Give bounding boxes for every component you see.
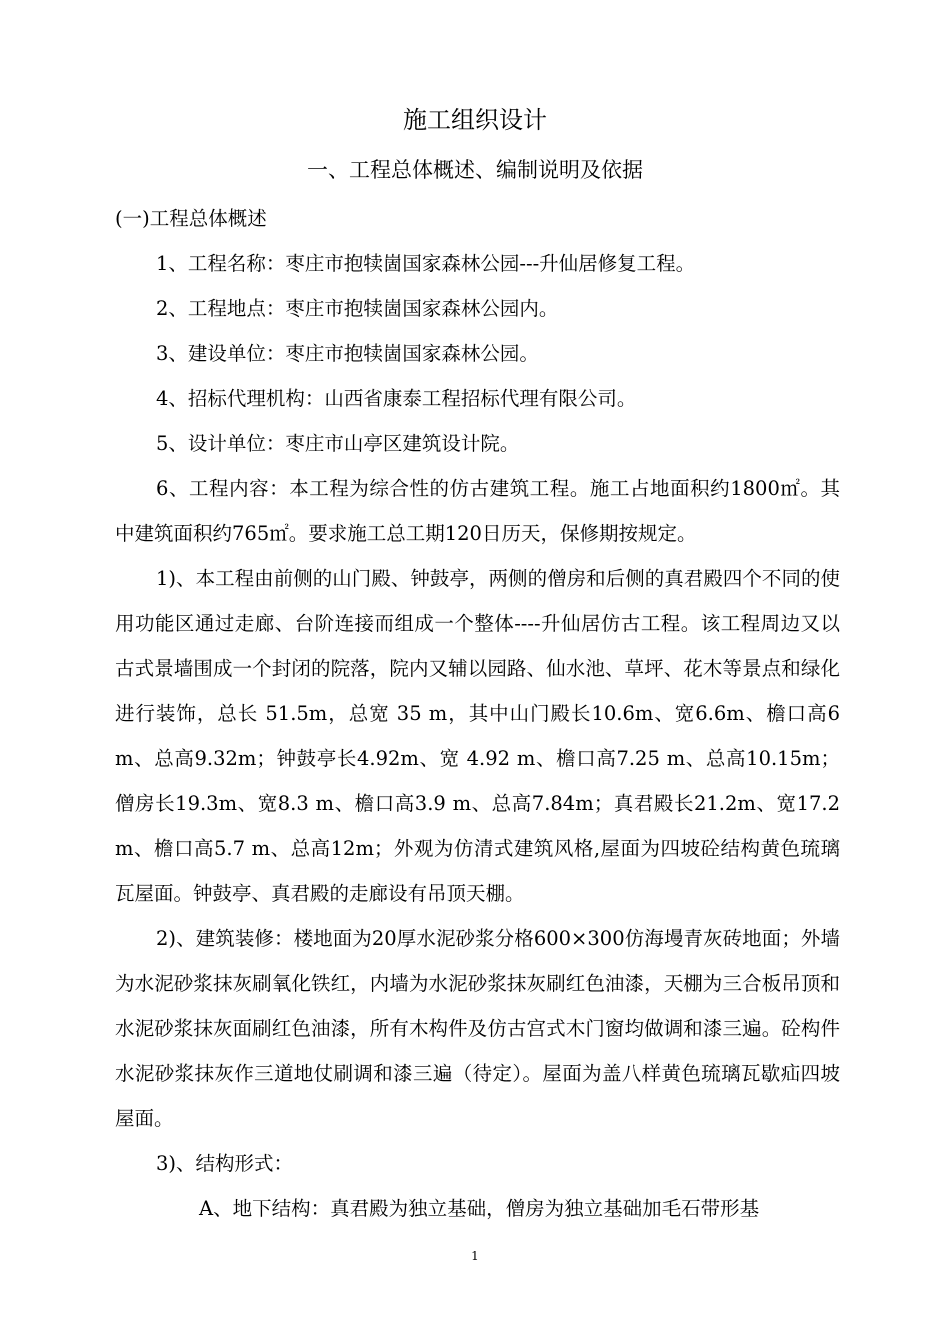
paragraph-layout: 1)、本工程由前侧的山门殿、钟鼓亭，两侧的僧房和后侧的真君殿四个不同的使用功能区通过走廊、台阶连接而组成一个整体----升仙居仿古工程。该工程周边又以古式景墙围成一个封闭的院落，院内又辅以园路、仙水池、草坪、花木等景点和绿化进行装饰，总长 51.5m，总宽 35 m，其中山门殿长10.6m、宽6.6m、檐口高6 m、总高9.32m；钟鼓亭长4.92m、宽 4.92 m、檐口高7.25 m、总高10.15m；僧房长19.3m、宽8.3 m、檐口高3.9 m、总高7.84m；真君殿长21.2m、宽17.2 m、檐口高5.7 m、总高12m；外观为仿清式建筑风格,屋面为四坡砼结构黄色琉璃瓦屋面。钟鼓亭、真君殿的走廊设有吊顶天棚。 [115,567,840,905]
item-project-location: 2、工程地点：枣庄市抱犊崮国家森林公园内。 [156,297,559,320]
subsection-heading: (一)工程总体概述 [115,207,267,230]
item-owner: 3、建设单位：枣庄市抱犊崮国家森林公园。 [156,342,539,365]
paragraph-decoration: 2)、建筑装修：楼地面为20厚水泥砂浆分格600×300仿海墁青灰砖地面；外墙为水泥砂浆抹灰刷氧化铁红，内墙为水泥砂浆抹灰刷红色油漆，天棚为三合板吊顶和水泥砂浆抹灰面刷红色油漆，所有木构件及仿古宫式木门窗均做调和漆三遍。砼构件水泥砂浆抹灰作三道地仗刷调和漆三遍（待定）。屋面为盖八样黄色琉璃瓦歇疝四坡屋面。 [115,927,840,1130]
page-number: 1 [471,1249,479,1263]
paragraph-structure: 3)、结构形式： [156,1152,294,1175]
paragraph-foundation: A、地下结构：真君殿为独立基础，僧房为独立基础加毛石带形基 [199,1197,760,1220]
document-body [115,196,840,1231]
item-design-institute: 5、设计单位：枣庄市山亭区建筑设计院。 [156,432,520,455]
section-heading: 一、工程总体概述、编制说明及依据 [307,158,643,182]
item-project-name: 1、工程名称：枣庄市抱犊崮国家森林公园---升仙居修复工程。 [156,252,696,275]
document-title: 施工组织设计 [403,106,547,134]
item-project-content: 6、工程内容：本工程为综合性的仿古建筑工程。施工占地面积约1800㎡。其中建筑面积约765㎡。要求施工总工期120日历天，保修期按规定。 [115,477,840,545]
item-bidding-agent: 4、招标代理机构：山西省康泰工程招标代理有限公司。 [156,387,637,410]
